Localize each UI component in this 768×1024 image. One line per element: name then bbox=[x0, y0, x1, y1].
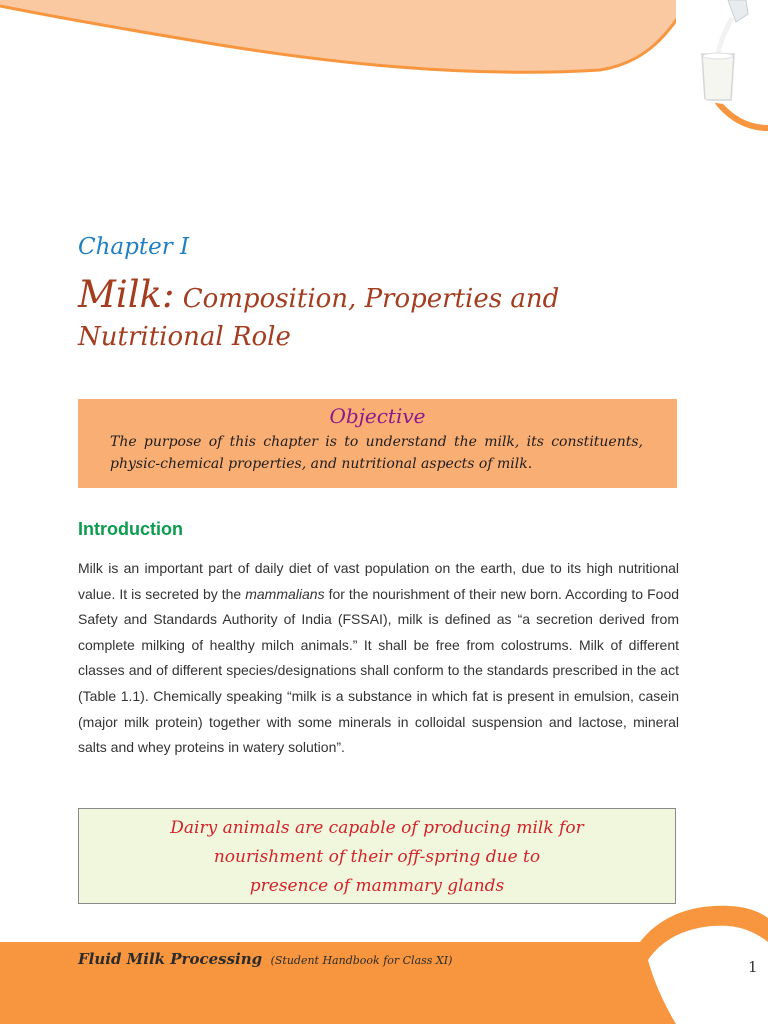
introduction-heading: Introduction bbox=[78, 519, 183, 539]
key-point-line-3: presence of mammary glands bbox=[249, 876, 505, 896]
objective-text: The purpose of this chapter is to understand the milk, its constituents, physic-chemical properties, and nutritional aspects of milk. bbox=[110, 434, 643, 472]
page-number: 1 bbox=[748, 958, 758, 976]
key-point-line-2: nourishment of their off-spring due to bbox=[213, 847, 541, 867]
footer-book-title bbox=[78, 950, 452, 969]
objective-heading: Objective bbox=[329, 404, 426, 428]
introduction-emphasis: mammalians bbox=[245, 585, 325, 602]
key-point-line-1: Dairy animals are capable of producing milk for bbox=[170, 818, 584, 838]
chapter-title bbox=[78, 273, 698, 356]
introduction-text-part-2: for the nourishment of their new born. According to Food Safety and Standards Authority of India (FSSAI), milk is defined as “a secretion derived from complete milking of healthy milch animals.” It shall be free from colostrums. Milk of different classes and of different species/designations shall conform to the standards prescribed in the act (Table 1.1). Chemically speaking “milk is a substance in which fat is present in emulsion, casein (major milk protein) together with some minerals in colloidal suspension and lactose, mineral salts and whey proteins in watery solution”. bbox=[78, 585, 680, 756]
objective-box bbox=[78, 399, 677, 488]
chapter-title-main: Milk: bbox=[78, 273, 175, 316]
introduction-paragraph bbox=[78, 556, 679, 761]
header-wave-decoration bbox=[0, 0, 768, 140]
chapter-label: Chapter I bbox=[78, 234, 190, 260]
key-point-box bbox=[78, 808, 676, 904]
introduction-text-part-1: Milk is an important part of daily diet of vast population on the earth, due to its high nutritional value. It is secreted by the bbox=[78, 560, 679, 602]
footer-title: Fluid Milk Processing bbox=[78, 950, 263, 968]
footer-subtitle: (Student Handbook for Class XI) bbox=[270, 954, 453, 967]
chapter-title-rest: Composition, Properties and Nutritional Role bbox=[78, 284, 560, 352]
milk-glass-pour-icon bbox=[676, 0, 768, 104]
